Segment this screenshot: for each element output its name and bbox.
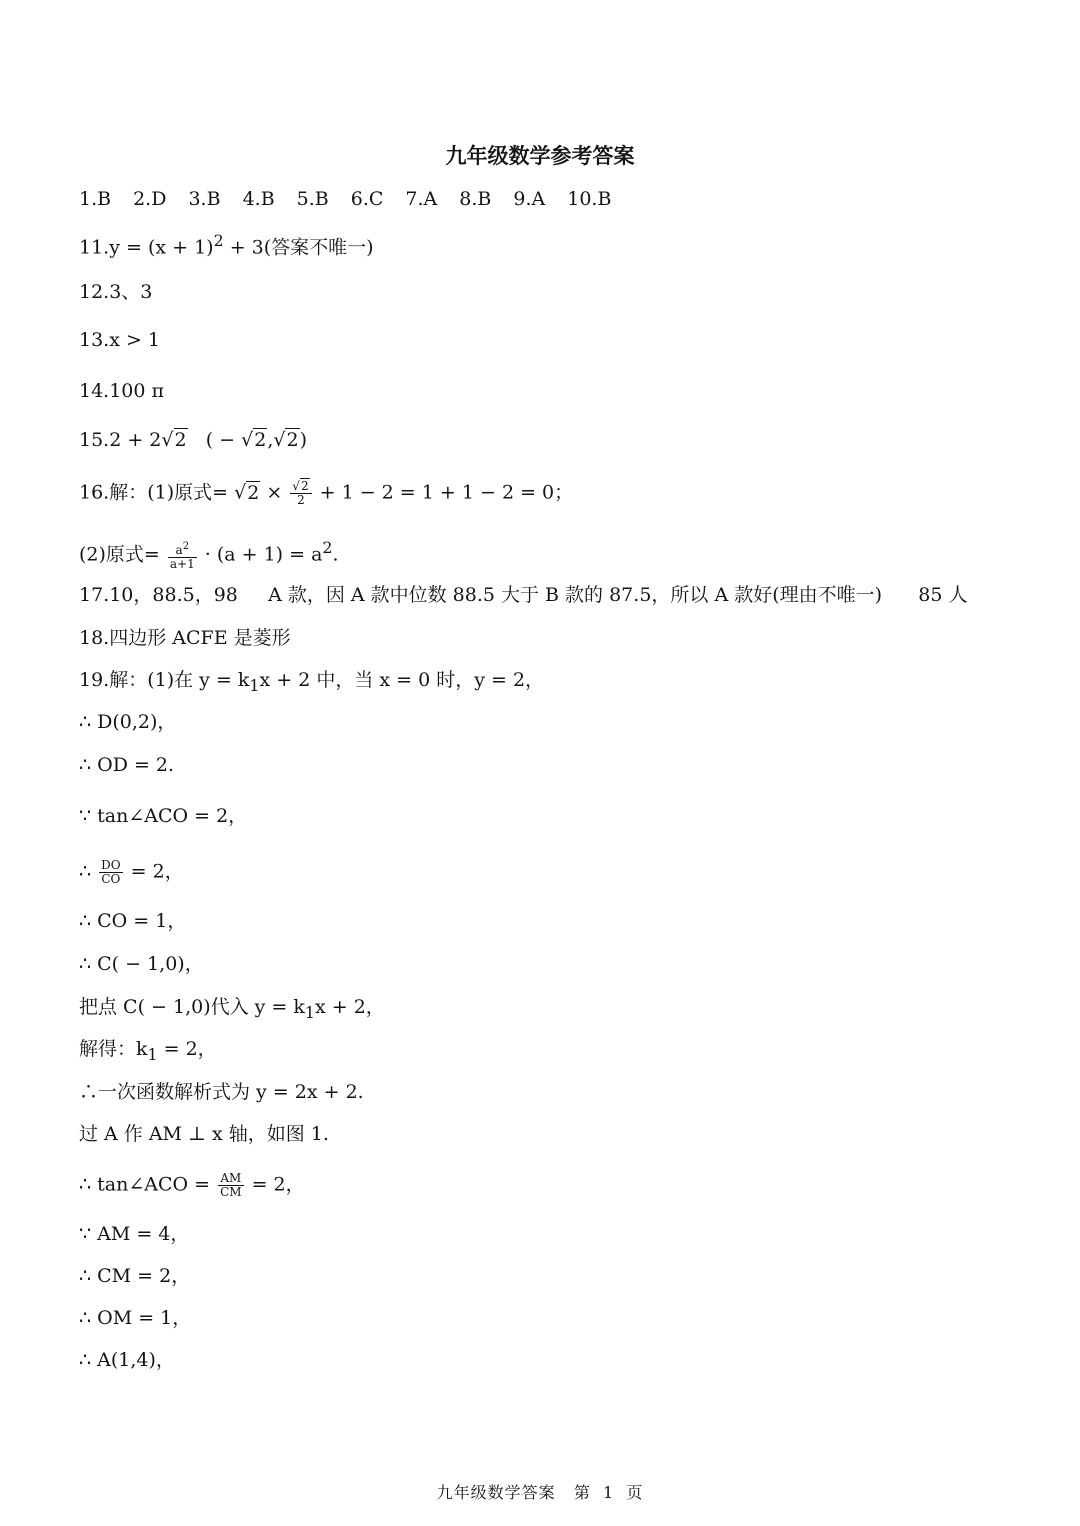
- solution-line: ∴ OD = 2.: [79, 754, 175, 776]
- solution-line: ∴ tan∠ACO = $\frac{AM}{CM}$ = 2，: [79, 1171, 305, 1199]
- multiple-choice-answers: [79, 187, 633, 211]
- solution-line: 把点 C( − 1,0)代入 $y = k_1x + 2$，: [79, 996, 385, 1022]
- solution-line: ∴ $\frac{DO}{CO}$ = 2，: [79, 858, 184, 886]
- answer-item: 6.C: [350, 188, 384, 210]
- fraction: $\frac{√2}{2}$: [290, 480, 311, 507]
- answer-q19-start: 19.解：(1)在 $y = k_1x + 2$ 中，当 x = 0 时，y = 2，: [79, 669, 545, 695]
- answer-item: 8.B: [459, 188, 492, 210]
- answer-q14: 14.100 π: [79, 380, 165, 402]
- solution-line: 过 A 作 AM ⊥ x 轴，如图 1.: [79, 1123, 329, 1145]
- solution-line: 解得：$k_1 = 2$，: [79, 1038, 217, 1064]
- answer-item: 3.B: [188, 188, 221, 210]
- answer-item: 4.B: [242, 188, 275, 210]
- fraction: $\frac{AM}{CM}$: [220, 1171, 242, 1199]
- answer-q17: 17.10，88.5，98 A 款，因 A 款中位数 88.5 大于 B 款的 87.5，所以 A 款好(理由不唯一) 85 人: [79, 584, 968, 606]
- solution-line: ∵ AM = 4，: [79, 1223, 190, 1245]
- page-title: 九年级数学参考答案: [445, 143, 635, 168]
- answer-item: 7.A: [405, 188, 438, 210]
- solution-line: ∴ D(0,2)，: [79, 711, 177, 733]
- solution-line: ∴ CO = 1，: [79, 910, 187, 932]
- answer-item: 1.B: [79, 188, 112, 210]
- solution-line: ∵ tan∠ACO = 2，: [79, 805, 248, 827]
- solution-line: ∴ OM = 1，: [79, 1307, 192, 1329]
- fraction: $\frac{a^2}{a+1}$: [169, 540, 195, 571]
- answer-q18: 18.四边形 ACFE 是菱形: [79, 627, 291, 649]
- answer-item: 5.B: [296, 188, 329, 210]
- answer-q15: 15.2 + 2√2 ( − √2,√2): [79, 429, 307, 451]
- fraction: $\frac{DO}{CO}$: [101, 858, 121, 886]
- answer-item: 2.D: [133, 188, 167, 210]
- answer-q13: 13.x > 1: [79, 329, 161, 351]
- answer-q11: $11.y = (x + 1)^2 + 3$(答案不唯一): [79, 231, 374, 259]
- answer-item: 9.A: [513, 188, 546, 210]
- solution-line: ∴一次函数解析式为 y = 2x + 2.: [79, 1081, 364, 1103]
- answer-q12: 12.3、3: [79, 281, 153, 303]
- answer-q16-part1: 16.解：(1)原式= √2 × $\frac{√2}{2}$ + 1 − 2 = 1 + 1 − 2 = 0；: [79, 479, 574, 507]
- answer-item: 10.B: [567, 188, 612, 210]
- solution-line: ∴ CM = 2，: [79, 1265, 191, 1287]
- page-footer: 九年级数学答案 第 1 页: [436, 1483, 644, 1502]
- answer-q16-part2: (2)原式= $\frac{a^2}{a+1}$ · $(a + 1) = a^2$.: [79, 538, 339, 571]
- solution-line: ∴ A(1,4)，: [79, 1349, 175, 1371]
- solution-line: ∴ C( − 1,0)，: [79, 953, 204, 975]
